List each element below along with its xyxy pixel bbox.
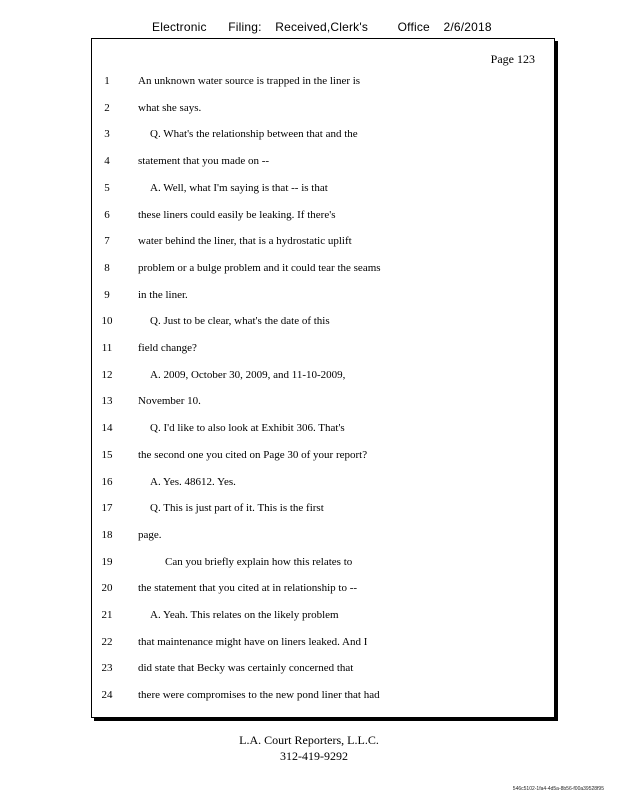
transcript-line xyxy=(0,631,618,658)
transcript-line xyxy=(0,230,618,257)
transcript-line xyxy=(0,284,618,311)
line-text: what she says. xyxy=(138,101,202,114)
line-number: 1 xyxy=(104,75,110,87)
transcript-line xyxy=(0,684,618,711)
line-text: these liners could easily be leaking. If there's xyxy=(138,208,336,221)
line-number: 7 xyxy=(104,235,110,248)
line-text: November 10. xyxy=(138,395,201,408)
line-text: A. Yes. 48612. Yes. xyxy=(150,475,236,488)
filing-header-date: 2/6/2018 xyxy=(443,20,492,34)
transcript-line xyxy=(0,310,618,337)
line-text: statement that you made on -- xyxy=(138,155,270,168)
line-text: water behind the liner, that is a hydrostatic uplift xyxy=(138,235,352,248)
line-number: 13 xyxy=(101,395,113,408)
transcript-line xyxy=(0,97,618,124)
footer-phone: 312-419-9292 xyxy=(280,749,348,763)
line-number: 2 xyxy=(104,101,110,114)
line-text: did state that Becky was certainly concerned that xyxy=(138,662,354,675)
line-number: 20 xyxy=(101,582,113,595)
line-number: 6 xyxy=(104,208,110,221)
transcript-line xyxy=(0,417,618,444)
line-text: there were compromises to the new pond liner that had xyxy=(138,689,380,702)
line-number: 8 xyxy=(104,261,110,274)
line-number: 14 xyxy=(101,422,113,435)
transcript-line xyxy=(0,364,618,391)
line-number: 5 xyxy=(104,181,110,194)
transcript-line xyxy=(0,657,618,684)
filing-header-word-4: Office xyxy=(397,20,430,34)
line-text: A. 2009, October 30, 2009, and 11-10-2009, xyxy=(150,368,346,381)
transcript-line xyxy=(0,524,618,551)
filing-header-word-3: Received,Clerk's xyxy=(275,20,369,34)
line-number: 4 xyxy=(104,155,110,168)
transcript-line xyxy=(0,471,618,498)
line-text: in the liner. xyxy=(138,288,188,301)
line-text: page. xyxy=(138,528,162,541)
line-text: Q. I'd like to also look at Exhibit 306. That's xyxy=(150,422,345,435)
line-text: Q. Just to be clear, what's the date of this xyxy=(150,315,330,328)
transcript-line xyxy=(0,337,618,364)
transcript-line xyxy=(0,177,618,204)
filing-header-word-1: Electronic xyxy=(152,20,207,34)
line-number: 9 xyxy=(104,288,110,301)
transcript-line xyxy=(0,551,618,578)
transcript-line xyxy=(0,577,618,604)
transcript-line xyxy=(0,150,618,177)
document-id: 546c5102-1fa4-4d5a-8b56-f00a39528f95 xyxy=(512,786,604,792)
line-text: Q. This is just part of it. This is the first xyxy=(150,502,324,515)
line-text: problem or a bulge problem and it could tear the seams xyxy=(138,261,381,274)
line-number: 17 xyxy=(101,502,113,515)
line-text: A. Well, what I'm saying is that -- is that xyxy=(150,181,328,194)
line-text: that maintenance might have on liners leaked. And I xyxy=(138,635,368,648)
line-text: field change? xyxy=(138,342,197,354)
line-number: 15 xyxy=(101,448,113,461)
footer-company: L.A. Court Reporters, L.L.C. xyxy=(239,733,379,747)
line-text: the second one you cited on Page 30 of your report? xyxy=(138,448,368,461)
transcript-line xyxy=(0,444,618,471)
filing-header-word-2: Filing: xyxy=(228,20,262,34)
line-number: 24 xyxy=(101,689,113,702)
line-number: 11 xyxy=(101,342,113,354)
transcript-line xyxy=(0,604,618,631)
page-number: Page 123 xyxy=(490,52,535,66)
transcript-line xyxy=(0,123,618,150)
transcript-line xyxy=(0,257,618,284)
line-text: An unknown water source is trapped in the liner is xyxy=(138,75,361,87)
transcript-line xyxy=(0,390,618,417)
transcript-line xyxy=(0,70,618,97)
line-number: 18 xyxy=(101,528,113,541)
line-text: Q. What's the relationship between that and the xyxy=(150,128,358,141)
transcript-line xyxy=(0,204,618,231)
line-number: 16 xyxy=(101,475,113,488)
line-number: 3 xyxy=(104,128,110,141)
line-number: 21 xyxy=(101,609,113,621)
line-text: Can you briefly explain how this relates to xyxy=(165,555,353,568)
line-number: 22 xyxy=(101,635,113,648)
line-text: the statement that you cited at in relationship to -- xyxy=(138,582,358,595)
transcript-line xyxy=(0,497,618,524)
line-number: 23 xyxy=(101,662,113,675)
line-number: 19 xyxy=(101,555,113,568)
line-number: 10 xyxy=(101,315,113,328)
line-text: A. Yeah. This relates on the likely problem xyxy=(150,609,339,621)
line-number: 12 xyxy=(101,368,113,381)
filing-header xyxy=(152,20,492,34)
